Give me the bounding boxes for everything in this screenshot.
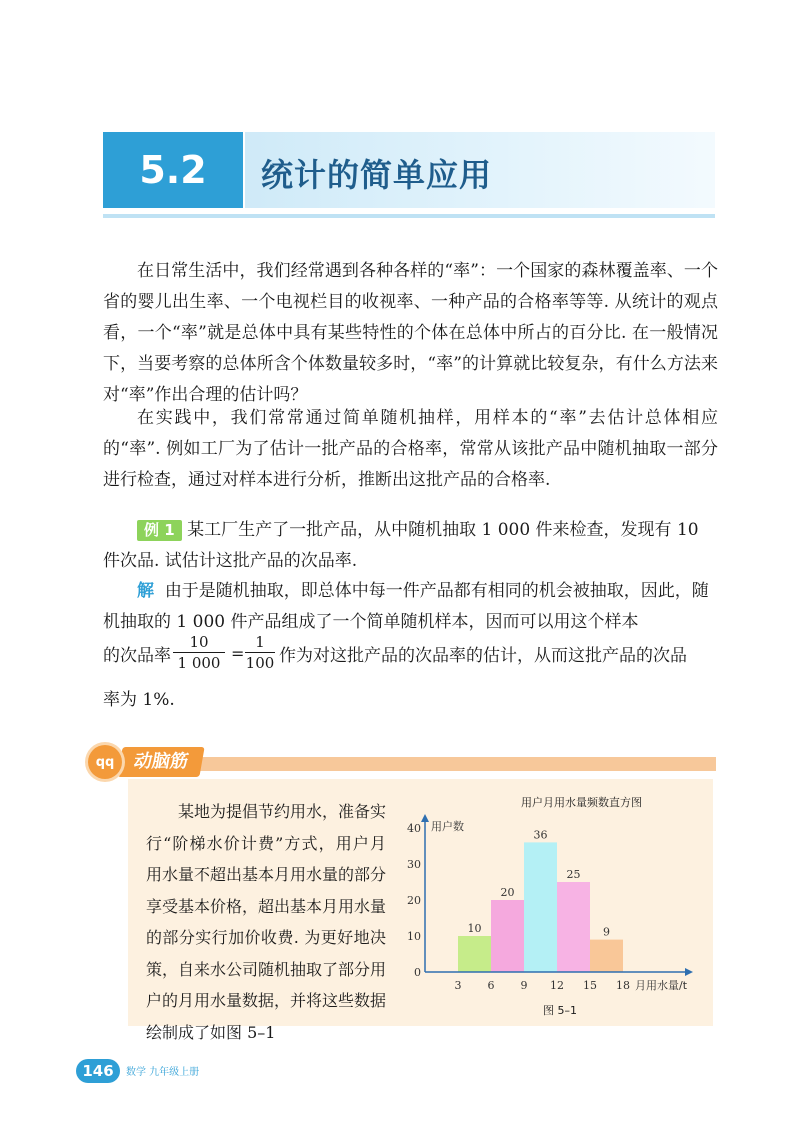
fraction-line <box>103 632 718 676</box>
example-question-text: 某工厂生产了一批产品，从中随机抽取 1 000 件来检查，发现有 10 件次品. 试估计这批产品的次品率. <box>103 520 699 571</box>
think-text: 某地为提倡节约用水，准备实行“阶梯水价计费”方式，用户月用水量不超出基本月用水量的部分享受基本价格，超出基本月用水量的部分实行加价收费. 为更好地决策，自来水公司随机抽取了部分用户的月用水量数据，并将这些数据绘制成了如图 5–1 <box>146 802 387 1042</box>
think-label: 动脑筋 <box>117 747 204 777</box>
bar-value-label: 9 <box>603 925 610 939</box>
bar-value-label: 20 <box>500 886 515 899</box>
x-tick-label: 18 <box>616 979 630 992</box>
example-tag: 例 1 <box>137 520 182 541</box>
y-tick-label: 10 <box>407 930 421 943</box>
fraction-10-over-1000 <box>173 632 225 673</box>
x-tick-label: 6 <box>487 979 495 992</box>
y-tick-label: 20 <box>407 894 421 907</box>
bar-value-label: 36 <box>533 828 548 842</box>
section-header-rule <box>103 214 715 218</box>
x-tick-label: 15 <box>583 979 597 992</box>
intro-paragraph-2: 在实践中，我们常常通过简单随机抽样，用样本的“率”去估计总体相应的“率”. 例如工厂为了估计一批产品的合格率，常常从该批产品中随机抽取一部分进行检查，通过对样本进行分析，推断出这批产品的合格率. <box>103 408 718 490</box>
fraction-1-denominator: 1 000 <box>177 654 221 672</box>
y-axis-arrow <box>421 814 429 822</box>
x-tick-label: 12 <box>550 979 564 992</box>
y-tick-label: 30 <box>407 858 421 871</box>
fraction-1-numerator: 10 <box>173 632 225 653</box>
equals-sign: = <box>231 644 245 663</box>
rate-prefix: 的次品率 <box>103 646 171 666</box>
x-tick-label: 9 <box>520 979 528 992</box>
histogram-bar <box>524 842 557 972</box>
brain-icon: qq <box>88 745 122 779</box>
y-tick-label: 0 <box>414 966 421 979</box>
x-axis-arrow <box>685 968 693 976</box>
fraction-1-over-100 <box>245 632 275 673</box>
example-question <box>103 515 718 577</box>
histogram-bar <box>458 936 491 972</box>
fraction-2-numerator: 1 <box>245 632 275 653</box>
intro-paragraph-1: 在日常生活中，我们经常遇到各种各样的“率”：一个国家的森林覆盖率、一个省的婴儿出生率、一个电视栏目的收视率、一种产品的合格率等等. 从统计的观点看，一个“率”就是总体中具有某些特性的个体在总体中所占的百分比. 在一般情况下，当要考察的总体所含个体数量较多时，“率”的计算就比较复杂，有什么方法来对“率”作出合理的估计吗？ <box>103 261 718 405</box>
x-tick-label: 3 <box>454 979 462 992</box>
chart-title: 用户月用水量频数直方图 <box>521 796 642 809</box>
section-number: 5.2 <box>103 132 243 208</box>
example-solution <box>103 576 718 638</box>
think-header-bar <box>118 757 716 771</box>
rate-suffix: 作为对这批产品的次品率的估计，从而这批产品的次品 <box>279 646 687 666</box>
figure-caption: 图 5–1 <box>543 1004 577 1017</box>
y-tick-label: 40 <box>407 822 421 835</box>
solution-label: 解 <box>137 581 154 601</box>
section-header <box>103 132 715 220</box>
footer-text: 数学 九年级上册 <box>126 1067 200 1078</box>
page-number: 146 <box>76 1059 120 1083</box>
histogram-bar <box>590 940 623 972</box>
bar-value-label: 10 <box>467 922 482 935</box>
section-title: 统计的简单应用 <box>261 156 493 194</box>
bar-value-label: 25 <box>566 868 581 881</box>
solution-text: 由于是随机抽取，即总体中每一件产品都有相同的机会被抽取，因此，随机抽取的 1 000 件产品组成了一个简单随机样本，因而可以用这个样本 <box>103 581 709 632</box>
x-axis-label: 月用水量/t <box>635 979 688 992</box>
fraction-2-denominator: 100 <box>245 654 275 672</box>
histogram-chart <box>395 792 710 1022</box>
y-axis-label: 用户数 <box>431 820 464 833</box>
example-conclusion: 率为 1%. <box>103 690 175 710</box>
histogram-bar <box>557 882 590 972</box>
think-section-header <box>88 745 716 779</box>
histogram-bar <box>491 900 524 972</box>
